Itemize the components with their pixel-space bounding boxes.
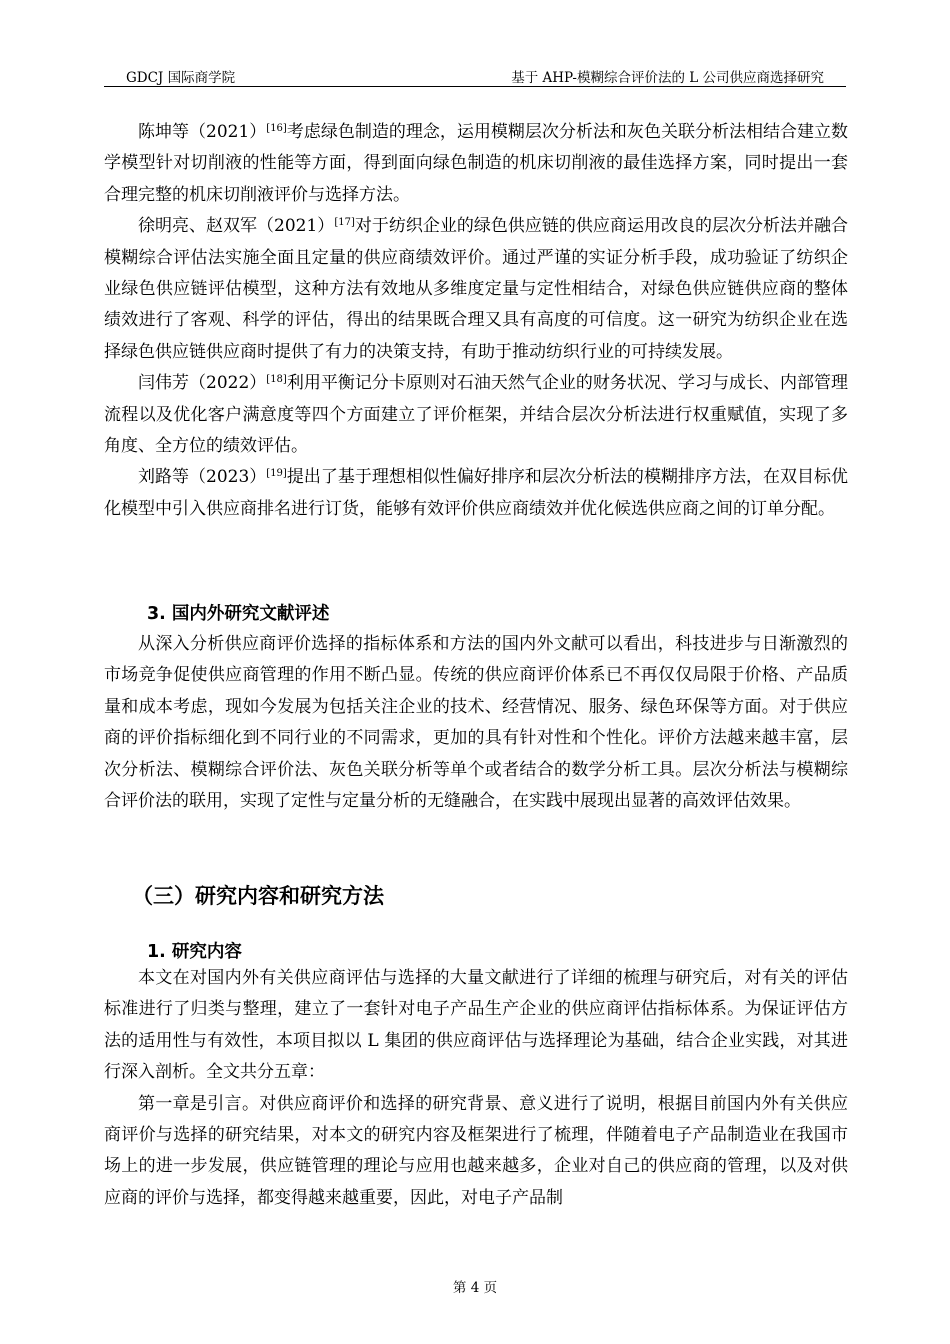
citation-author: 刘路等（2023） [138,467,267,488]
paragraph-liu [104,462,848,525]
header-school: GDCJ 国际商学院 [126,70,236,86]
literature-paragraphs [104,117,848,525]
paragraph-review: 从深入分析供应商评价选择的指标体系和方法的国内外文献可以看出，科技进步与日渐激烈的市场竞争促使供应商管理的作用不断凸显。传统的供应商评价体系已不再仅仅局限于价格、产品质量和成本考虑，现如今发展为包括关注企业的技术、经营情况、服务、绿色环保等方面。对于供应商的评价指标细化到不同行业的不同需求，更加的具有针对性和个性化。评价方法越来越丰富，层次分析法、模糊综合评价法、灰色关联分析等单个或者结合的数学分析工具。层次分析法与模糊综合评价法的联用，实现了定性与定量分析的无缝融合，在实践中展现出显著的高效评估效果。 [104,634,848,812]
content-section [104,963,848,1214]
paragraph-xu [104,211,848,368]
paragraph-chen [104,117,848,211]
citation-ref: [18] [266,374,287,386]
heading-research-content: 1. 研究内容 [147,942,242,962]
paragraph-content-intro: 本文在对国内外有关供应商评估与选择的大量文献进行了详细的梳理与研究后，对有关的评估标准进行了归类与整理，建立了一套针对电子产品生产企业的供应商评估指标体系。为保证评估方法的适用性与有效性，本项目拟以 L 集团的供应商评估与选择理论为基础，结合企业实践，对其进行深入剖析。全文共分五章： [104,968,848,1083]
header-thesis-title: 基于 AHP-模糊综合评价法的 L 公司供应商选择研究 [511,70,824,86]
page-number: 第 4 页 [452,1280,498,1296]
heading-literature-review: 3. 国内外研究文献评述 [147,604,330,624]
citation-author: 徐明亮、赵双军（2021） [138,216,335,237]
citation-ref: [16] [266,123,287,134]
citation-ref: [17] [334,217,355,229]
citation-author: 陈坤等（2021） [138,122,267,142]
paragraph-text: 考虑绿色制造的理念，运用模糊层次分析法和灰色关联分析法相结合建立数学模型针对切削液的性能等方面，得到面向绿色制造的机床切削液的最佳选择方案，同时提出一套合理完整的机床切削液评价与选择方法。 [104,122,848,205]
citation-ref: [19] [266,468,287,480]
review-section [104,629,848,817]
citation-author: 闫伟芳（2022） [138,373,267,394]
paragraph-text: 对于纺织企业的绿色供应链的供应商运用改良的层次分析法并融合模糊综合评估法实施全面且定量的供应商绩效评价。通过严谨的实证分析手段，成功验证了纺织企业绿色供应链评估模型，这种方法有效地从多维度定量与定性相结合，对绿色供应链供应商的整体绩效进行了客观、科学的评估，得出的结果既合理又具有高度的可信度。这一研究为纺织企业在选择绿色供应链供应商时提供了有力的决策支持，有助于推动纺织行业的可持续发展。 [104,216,849,362]
paragraph-yan [104,368,848,462]
paragraph-chapter-one: 第一章是引言。对供应商评价和选择的研究背景、意义进行了说明，根据目前国内外有关供应商评价与选择的研究结果，对本文的研究内容及框架进行了梳理，伴随着电子产品制造业在我国市场上的进一步发展，供应链管理的理论与应用也越来越多，企业对自己的供应商的管理，以及对供应商的评价与选择，都变得越来越重要，因此，对电子产品制 [104,1093,848,1208]
paragraph-text: 利用平衡记分卡原则对石油天然气企业的财务状况、学习与成长、内部管理流程以及优化客户满意度等四个方面建立了评价框架，并结合层次分析法进行权重赋值，实现了多角度、全方位的绩效评估。 [104,373,848,457]
page-header [104,64,846,87]
paragraph-text: 提出了基于理想相似性偏好排序和层次分析法的模糊排序方法，在双目标优化模型中引入供应商排名进行订货，能够有效评价供应商绩效并优化候选供应商之间的订单分配。 [104,467,848,519]
heading-research-content-methods: （三）研究内容和研究方法 [132,884,384,908]
